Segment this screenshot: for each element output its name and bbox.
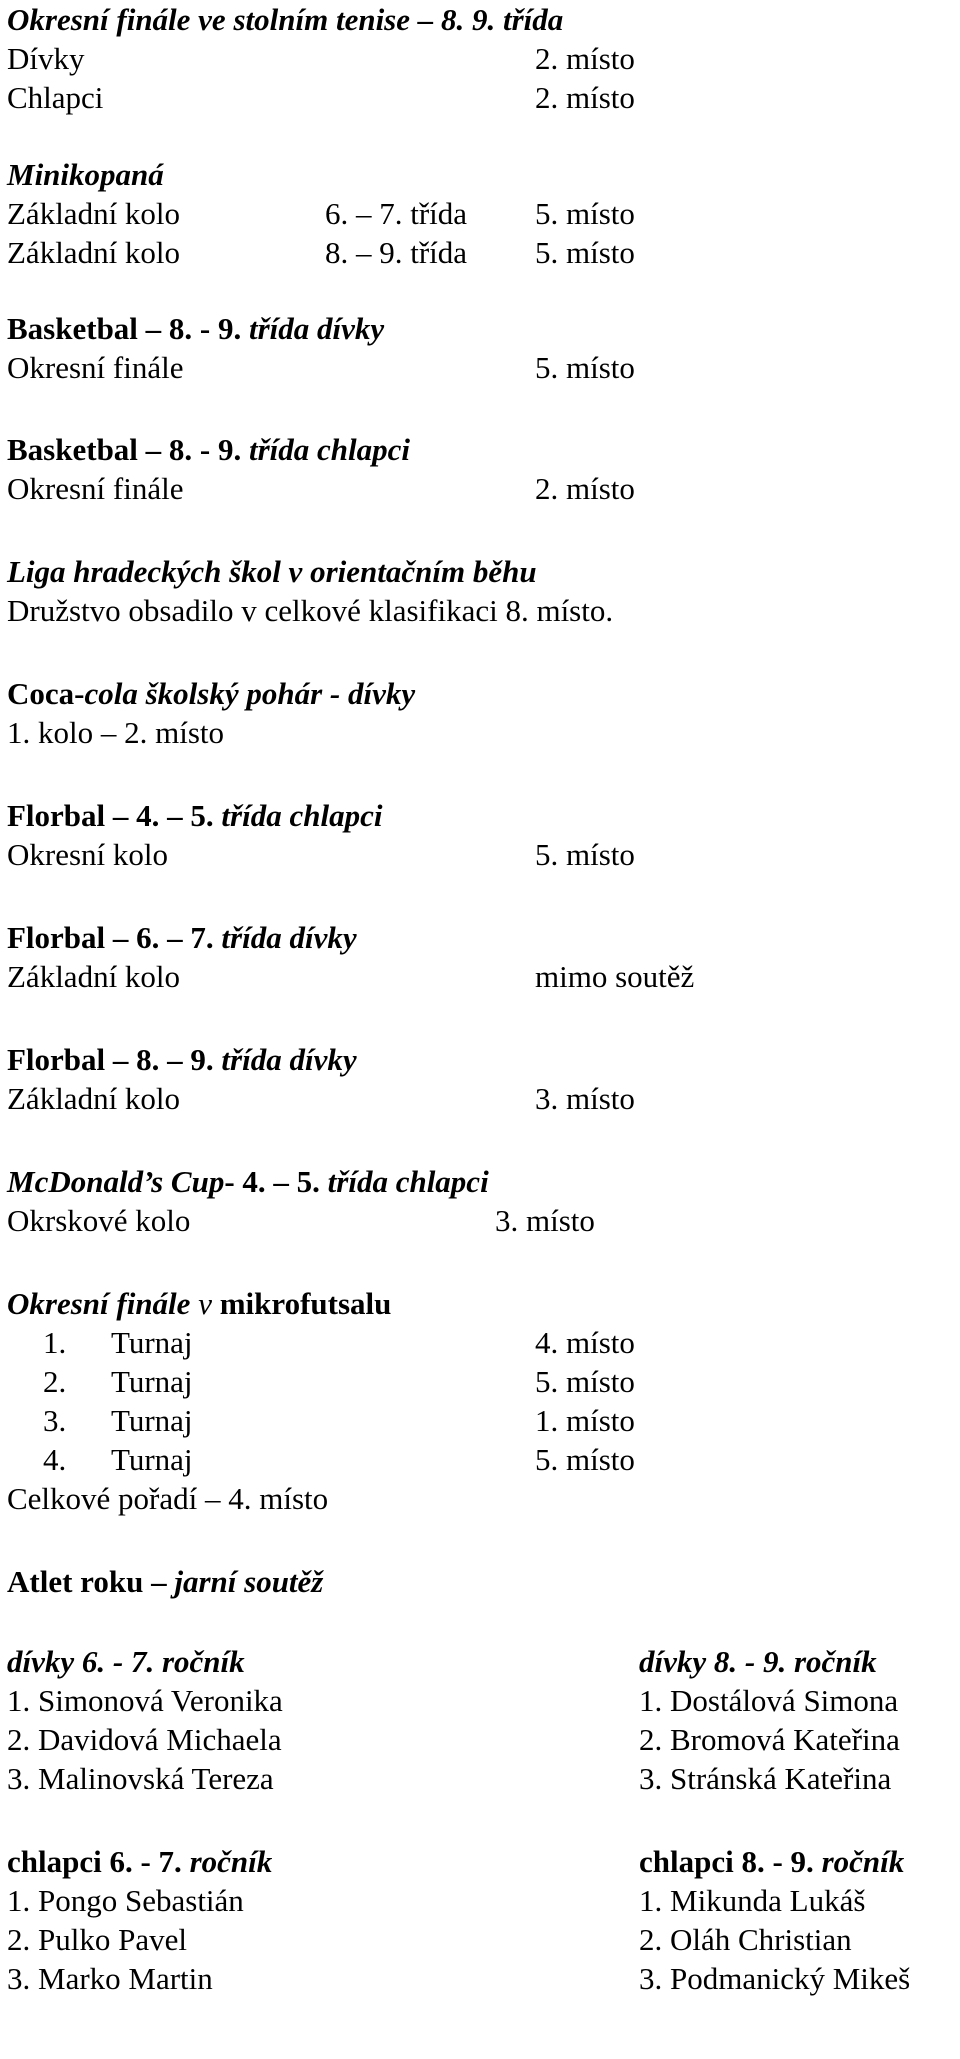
title-part: Atlet roku – bbox=[7, 1564, 175, 1599]
row-place: 5. místo bbox=[535, 350, 635, 385]
row-label: Turnaj bbox=[111, 1364, 193, 1399]
title-part: Florbal – 4. – 5. bbox=[7, 798, 222, 833]
section-title bbox=[7, 1562, 323, 1602]
row-number: 2. bbox=[43, 1364, 67, 1399]
title-part: Basketbal – 8. - 9. bbox=[7, 311, 249, 346]
row-place: 2. místo bbox=[535, 471, 635, 506]
row-place: 2. místo bbox=[535, 80, 635, 115]
row-place: 5. místo bbox=[535, 1364, 635, 1399]
section-title bbox=[7, 796, 382, 836]
row-label: Základní kolo bbox=[7, 1081, 181, 1116]
section-title bbox=[7, 309, 384, 349]
section-title bbox=[7, 674, 415, 714]
row-number: 1. bbox=[43, 1325, 67, 1360]
row-class: 6. – 7. třída bbox=[325, 196, 468, 231]
athlete-name: 2. Bromová Kateřina bbox=[639, 1722, 900, 1757]
header-part: dívky 6. - 7. bbox=[7, 1644, 162, 1679]
row-number: 4. bbox=[43, 1442, 67, 1477]
athlete-name: 2. Pulko Pavel bbox=[7, 1922, 187, 1957]
athlete-name: 2. Oláh Christian bbox=[639, 1922, 852, 1957]
row-place: 4. místo bbox=[535, 1325, 635, 1360]
title-part: - 4. – 5. bbox=[224, 1164, 328, 1199]
category-header bbox=[7, 1842, 272, 1882]
title-part: Florbal – 6. – 7. bbox=[7, 920, 222, 955]
category-header bbox=[639, 1842, 904, 1882]
title-part: v bbox=[190, 1286, 220, 1321]
section-title bbox=[7, 1284, 391, 1324]
section-title bbox=[7, 918, 357, 958]
title-part: Basketbal – 8. - 9. bbox=[7, 432, 249, 467]
title-part: Coca- bbox=[7, 676, 85, 711]
row-label: Základní kolo bbox=[7, 959, 181, 994]
title-part: McDonald’s Cup bbox=[7, 1164, 225, 1199]
row-label: Okresní finále bbox=[7, 471, 184, 506]
row-place: 2. místo bbox=[535, 41, 635, 76]
title-part: třída dívky bbox=[249, 311, 385, 346]
header-part: ročník bbox=[793, 1644, 877, 1679]
title-part: třída chlapci bbox=[221, 798, 383, 833]
section-title bbox=[7, 1040, 357, 1080]
row-label: Okresní finále bbox=[7, 350, 184, 385]
title-part: Florbal – 8. – 9. bbox=[7, 1042, 222, 1077]
section-title: Minikopaná bbox=[7, 157, 164, 192]
row-label: Základní kolo bbox=[7, 196, 181, 231]
row-place: 3. místo bbox=[495, 1203, 595, 1238]
row-place: 5. místo bbox=[535, 235, 635, 270]
header-part: ročník bbox=[161, 1644, 245, 1679]
athlete-name: 3. Malinovská Tereza bbox=[7, 1761, 274, 1796]
row-label: Okrskové kolo bbox=[7, 1203, 191, 1238]
total-text: Celkové pořadí – 4. místo bbox=[7, 1481, 329, 1516]
header-part: dívky 8. - 9. bbox=[639, 1644, 794, 1679]
title-part: Okresní finále bbox=[7, 1286, 191, 1321]
row-place: 1. místo bbox=[535, 1403, 635, 1438]
row-place: 5. místo bbox=[535, 1442, 635, 1477]
row-label: Dívky bbox=[7, 41, 85, 76]
row-label: Turnaj bbox=[111, 1442, 193, 1477]
section-title bbox=[7, 430, 410, 470]
title-part: mikrofutsalu bbox=[219, 1286, 392, 1321]
row-number: 3. bbox=[43, 1403, 67, 1438]
category-header bbox=[7, 1642, 245, 1682]
header-part: chlapci 8. - 9. bbox=[639, 1844, 822, 1879]
row-label: Turnaj bbox=[111, 1403, 193, 1438]
athlete-name: 1. Pongo Sebastián bbox=[7, 1883, 244, 1918]
title-part: třída chlapci bbox=[249, 432, 411, 467]
result-text: 1. kolo – 2. místo bbox=[7, 715, 225, 750]
title-part: třída dívky bbox=[221, 1042, 357, 1077]
title-part: třída dívky bbox=[221, 920, 357, 955]
athlete-name: 1. Dostálová Simona bbox=[639, 1683, 899, 1718]
row-label: Okresní kolo bbox=[7, 837, 169, 872]
athlete-name: 2. Davidová Michaela bbox=[7, 1722, 282, 1757]
athlete-name: 3. Stránská Kateřina bbox=[639, 1761, 892, 1796]
row-place: 3. místo bbox=[535, 1081, 635, 1116]
header-part: ročník bbox=[821, 1844, 905, 1879]
row-label: Základní kolo bbox=[7, 235, 181, 270]
athlete-name: 1. Simonová Veronika bbox=[7, 1683, 283, 1718]
row-class: 8. – 9. třída bbox=[325, 235, 468, 270]
section-title: Okresní finále ve stolním tenise – 8. 9. třída bbox=[7, 2, 564, 37]
athlete-name: 3. Podmanický Mikeš bbox=[639, 1961, 911, 1996]
category-header bbox=[639, 1642, 877, 1682]
header-part: chlapci 6. - 7. bbox=[7, 1844, 190, 1879]
row-place: 5. místo bbox=[535, 837, 635, 872]
row-place: 5. místo bbox=[535, 196, 635, 231]
header-part: ročník bbox=[189, 1844, 273, 1879]
athlete-name: 3. Marko Martin bbox=[7, 1961, 213, 1996]
title-part: třída chlapci bbox=[327, 1164, 489, 1199]
section-title bbox=[7, 1162, 489, 1202]
athlete-name: 1. Mikunda Lukáš bbox=[639, 1883, 866, 1918]
row-label: Turnaj bbox=[111, 1325, 193, 1360]
row-label: Chlapci bbox=[7, 80, 104, 115]
row-place: mimo soutěž bbox=[535, 959, 695, 994]
result-text: Družstvo obsadilo v celkové klasifikaci 8. místo. bbox=[7, 593, 614, 628]
title-part: cola školský pohár - dívky bbox=[84, 676, 416, 711]
title-part: jarní soutěž bbox=[174, 1564, 324, 1599]
section-title: Liga hradeckých škol v orientačním běhu bbox=[7, 554, 537, 589]
